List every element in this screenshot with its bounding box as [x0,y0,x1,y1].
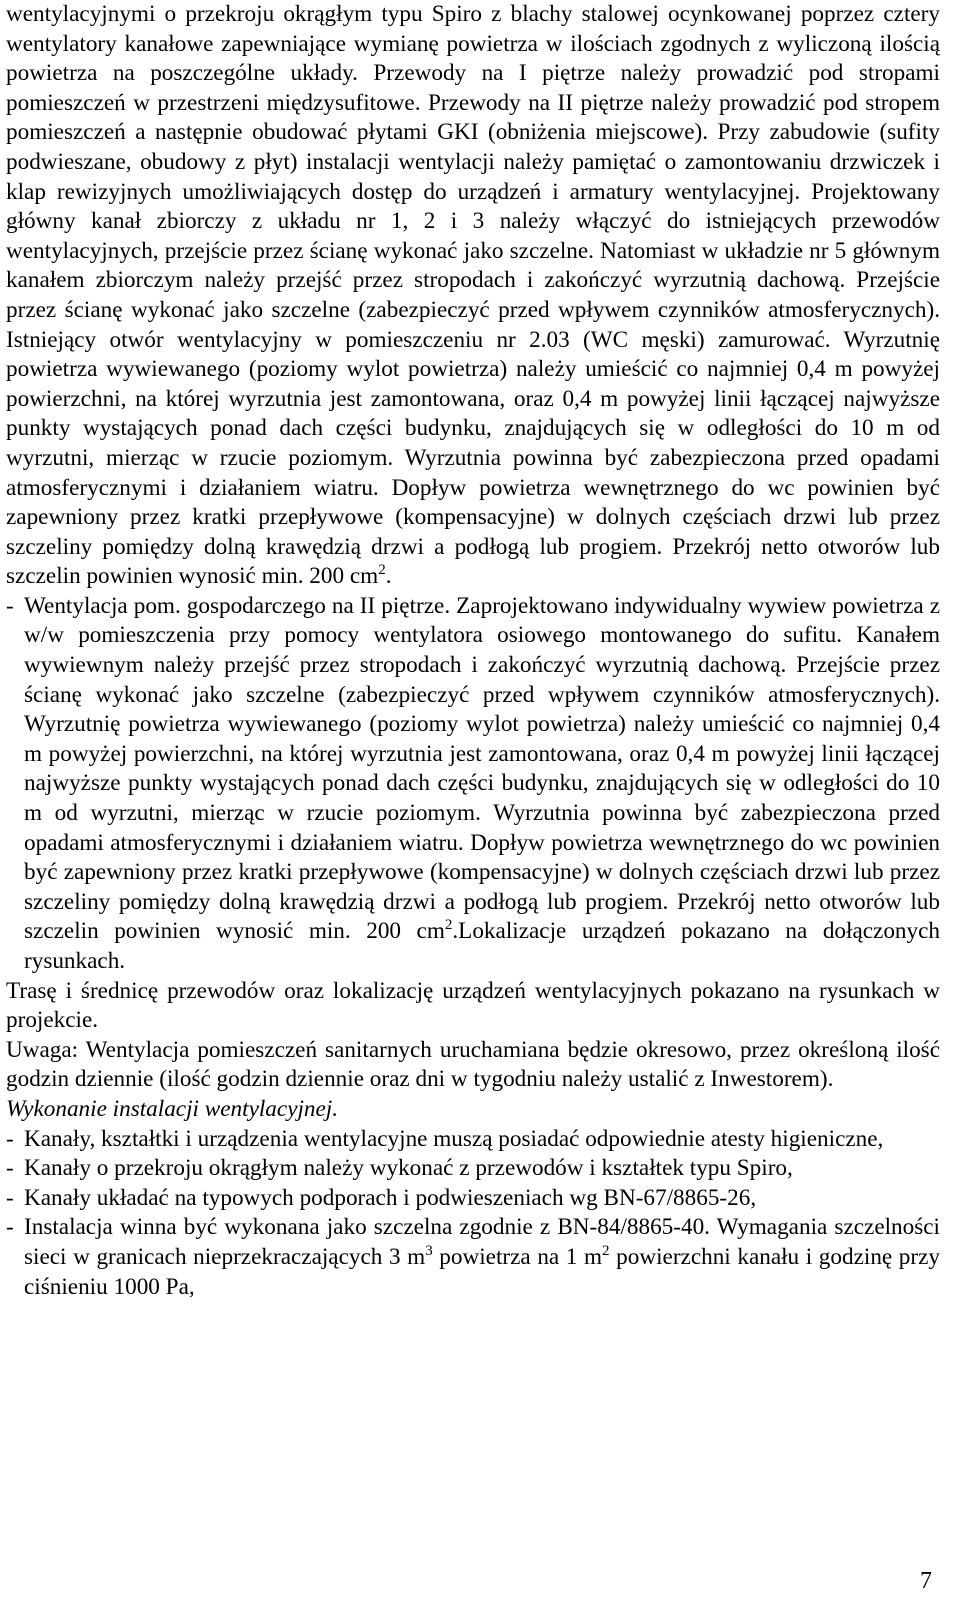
list-item-text [24,592,940,977]
requirement-text-c: powierzchni kanału i godzinę przy ciśnieniu 1000 Pa, [24,1243,941,1300]
list-item-gospodarcze [6,592,940,977]
continuation-end: . [385,563,392,590]
continuation-paragraph [6,0,940,592]
requirement-item [6,1125,940,1155]
list-marker: - [6,1214,14,1241]
section-heading: Wykonanie instalacji wentylacyjnej. [6,1095,339,1122]
volume-exponent: 3 [425,1242,433,1259]
requirement-text-b: powietrza na 1 m [432,1243,603,1270]
requirement-item-last [6,1213,940,1302]
list-marker: - [6,1155,14,1182]
list-item-text [24,1213,940,1302]
area-exponent: 2 [444,917,453,934]
paragraph-trasa: Trasę i średnicę przewodów oraz lokalizację urządzeń wentylacyjnych pokazano na rysunkach w projekcie. [6,977,940,1034]
list-item-text: Kanały układać na typowych podporach i podwieszeniach wg BN-67/8865-26, [24,1184,757,1211]
list-item-text: Kanały o przekroju okrągłym należy wykonać z przewodów i kształtek typu Spiro, [24,1155,793,1182]
gospodarcze-end: .Lokalizacje urządzeń pokazano na dołączonych rysunkach. [24,918,940,974]
requirement-item [6,1184,940,1214]
paragraph-uwaga: Uwaga: Wentylacja pomieszczeń sanitarnych uruchamiana będzie okresowo, przez określoną ilość godzin dziennie (ilość godzin dziennie oraz dni w tygodniu należy ustalić z Inwestorem). [6,1036,940,1093]
gospodarcze-text: Wentylacja pom. gospodarczego na II piętrze. Zaprojektowano indywidualny wywiew powietrza z w/w pomieszczenia przy pomocy wentylatora osiowego montowanego do sufitu. Kanałem wywiewnym należy przejść przez stropodach i zakończyć wyrzutnią dachową. Przejście przez ścianę wykonać jako szczelne (zabezpieczyć przed wpływem czynników atmosferycznych). Wyrzutnię powietrza wywiewanego (poziomy wylot powietrza) należy umieścić co najmniej 0,4 m powyżej powierzchni, na której wyrzutnia jest zamontowana, oraz 0,4 m powyżej linii łączącej najwyższe punkty wystających ponad dach części budynku, znajdujących się w odległości do 10 m od wyrzutni, mierząc w rzucie poziomym. Wyrzutnia powinna być zabezpieczona przed opadami atmosferycznymi i działaniem wiatru. Dopływ powietrza wewnętrznego do wc powinien być zapewniony przez kratki przepływowe (kompensacyjne) w dolnych częściach drzwi lub przez szczeliny pomiędzy dolną krawędzią drzwi a podłogą lub progiem. Przekrój netto otworów lub szczelin powinien wynosić min. 200 cm [24,592,940,945]
list-marker: - [6,592,14,619]
area-exponent: 2 [378,562,386,579]
area-exponent: 2 [602,1242,610,1259]
list-item-text: Kanały, kształtki i urządzenia wentylacyjne muszą posiadać odpowiednie atesty higieniczne, [24,1125,884,1152]
list-marker: - [6,1184,14,1211]
page-number: 7 [920,1568,932,1594]
requirement-text-a: Instalacja winna być wykonana jako szczelna zgodnie z BN-84/8865-40. Wymagania szczelności sieci w granicach nieprzekraczających 3 m [24,1214,940,1270]
requirement-item [6,1154,940,1184]
continuation-text: wentylacyjnymi o przekroju okrągłym typu Spiro z blachy stalowej ocynkowanej poprzez cztery wentylatory kanałowe zapewniające wymianę powietrza w ilościach zgodnych z wyliczoną ilością powietrza na poszczególne układy. Przewody na I piętrze należy prowadzić pod stropami pomieszczeń w przestrzeni międzysufitowe. Przewody na II piętrze należy prowadzić pod stropem pomieszczeń a następnie obudować płytami GKI (obniżenia miejscowe). Przy zabudowie (sufity podwieszane, obudowy z płyt) instalacji wentylacji należy pamiętać o zamontowaniu drzwiczek i klap rewizyjnych umożliwiających dostęp do urządzeń i armatury wentylacyjnej. Projektowany główny kanał zbiorczy z układu nr 1, 2 i 3 należy włączyć do istniejących przewodów wentylacyjnych, przejście przez ścianę wykonać jako szczelne. Natomiast w układzie nr 5 głównym kanałem zbiorczym należy przejść przez stropodach i zakończyć wyrzutnią dachową. Przejście przez ścianę wykonać jako szczelne (zabezpieczyć przed wpływem czynników atmosferycznych). Istniejący otwór wentylacyjny w pomieszczeniu nr 2.03 (WC męski) zamurować. Wyrzutnię powietrza wywiewanego (poziomy wylot powietrza) należy umieścić co najmniej 0,4 m powyżej powierzchni, na której wyrzutnia jest zamontowana, oraz 0,4 m powyżej linii łączącej najwyższe punkty wystających ponad dach części budynku, znajdujących się w odległości do 10 m od wyrzutni, mierząc w rzucie poziomym. Wyrzutnia powinna być zabezpieczona przed opadami atmosferycznymi i działaniem wiatru. Dopływ powietrza wewnętrznego do wc powinien być zapewniony przez kratki przepływowe (kompensacyjne) w dolnych częściach drzwi lub przez szczeliny pomiędzy dolną krawędzią drzwi a podłogą lub progiem. Przekrój netto otworów lub szczelin powinien wynosić min. 200 cm [6,1,940,590]
list-marker: - [6,1125,14,1152]
